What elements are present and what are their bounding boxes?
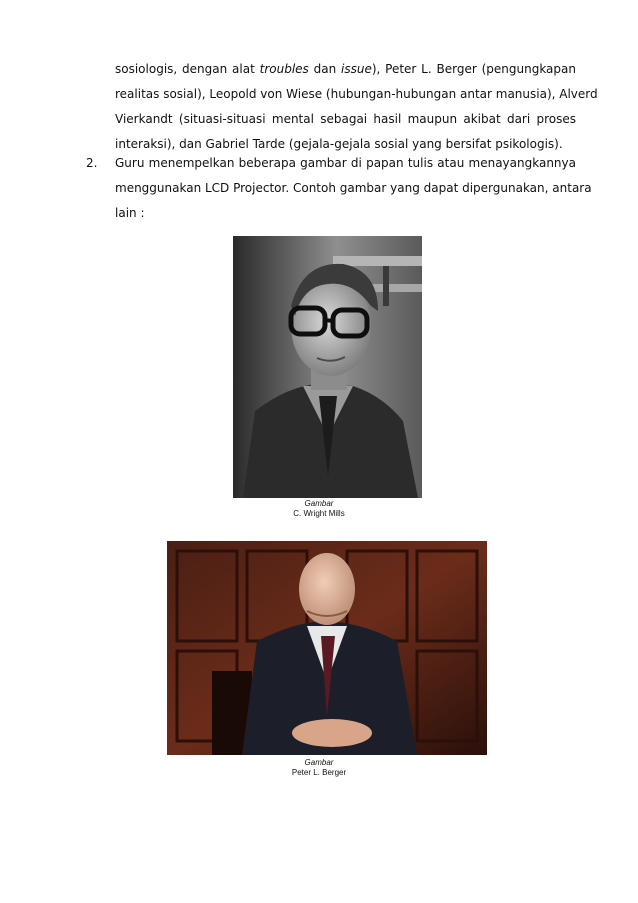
paragraph-line: Guru menempelkan beberapa gambar di papan tulis atau menayangkannya [115, 156, 576, 170]
caption-label: Gambar [304, 758, 334, 767]
text-span: ), Peter L. Berger (pengungkapan [371, 62, 576, 76]
paragraph-line: menggunakan LCD Projector. Contoh gambar yang dapat dipergunakan, antara [115, 181, 592, 195]
figure-caption-label [0, 758, 638, 768]
figure-caption-label [0, 499, 638, 509]
list-number: 2. [86, 156, 98, 170]
paragraph-line: lain : [115, 206, 145, 220]
portrait-image [167, 541, 487, 755]
paragraph-line [115, 61, 576, 77]
paragraph-line: Vierkandt (situasi-situasi mental sebagai hasil maupun akibat dari proses [115, 112, 576, 126]
caption-label: Gambar [304, 499, 334, 508]
paragraph-line: interaksi), dan Gabriel Tarde (gejala-gejala sosial yang bersifat psikologis). [115, 137, 563, 151]
figure-caption-name: C. Wright Mills [293, 509, 345, 518]
figure-caption-name: Peter L. Berger [291, 768, 347, 777]
portrait-photo-berger [167, 541, 487, 755]
text-span: dan [308, 62, 341, 76]
text-span: sosiologis, dengan alat [115, 62, 260, 76]
italic-term: troubles [259, 62, 309, 76]
portrait-photo-mills [233, 236, 422, 498]
paragraph-line: realitas sosial), Leopold von Wiese (hubungan-hubungan antar manusia), Alverd [115, 87, 598, 101]
portrait-image [233, 236, 422, 498]
italic-term: issue [341, 62, 372, 76]
